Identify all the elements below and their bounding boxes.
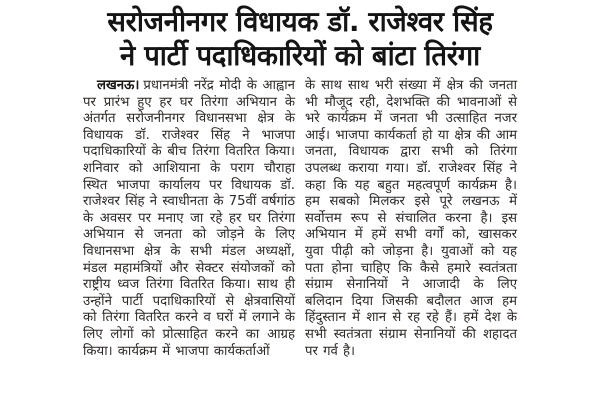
dateline: लखनऊ। — [97, 78, 140, 93]
article-body — [83, 78, 517, 360]
left-column-text: प्रधानमंत्री नरेंद्र मोदी के आह्वान पर प्रारंभ हुए हर घर तिरंगा अभियान के अंतर्गत सरोजनीनगर विधानसभा क्षेत्र के विधायक डॉ. राजेश्वर सिंह ने भाजपा पदाधिकारियों के बीच तिरंगा वितरित किया। शनिवार को आशियाना के पराग चौराहा स्थित भाजपा कार्यालय पर विधायक डॉ. राजेश्वर सिंह ने स्वाधीनता के 75वीं वर्षगांठ के अवसर पर मनाए जा रहे हर घर तिरंगा अभियान से जनता को जोड़ने के लिए विधानसभा क्षेत्र के सभी मंडल अध्यक्षों, मंडल महामंत्रियों और सेक्टर संयोजकों को राष्ट्रीय ध्वज तिरंगा वितरित किया। साथ ही उन्होंने पार्टी पदाधिकारियों से क्षेत्रवासियों को तिरंगा वितरित करने व घरों में लगाने के लिए लोगों को प्रोत्साहित करने का आग्रह किया। कार्यक्रम में भाजपा कार्यकर्ताओं — [83, 78, 295, 359]
left-column — [83, 78, 295, 360]
left-column-paragraph — [83, 78, 295, 360]
headline-line-2: ने पार्टी पदाधिकारियों को बांटा तिरंगा — [120, 39, 480, 72]
right-column-paragraph: के साथ साथ भरी संख्या में क्षेत्र की जनता भी मौजूद रही, देशभक्ति की भावनाओं से भरे कार्यक्रम में जनता भी उत्साहित नजर आई। भाजपा कार्यकर्ता हो या क्षेत्र की आम जनता, विधायक द्वारा सभी को तिरंगा उपलब्ध कराया गया। डॉ. राजेश्वर सिंह ने कहा कि यह बहुत महत्वपूर्ण कार्यक्रम है। हम सबको मिलकर इसे पूरे लखनऊ में सर्वोत्तम रूप से संचालित करना है। इस अभियान में हमें सभी वर्गों को, खासकर युवा पीढ़ी को जोड़ना है। युवाओं को यह पता होना चाहिए कि कैसे हमारे स्वतंत्रता संग्राम सेनानियों ने आजादी के लिए बलिदान दिया जिसकी बदौलत आज हम हिंदुस्तान में शान से रह रहे हैं। हमें देश के सभी स्वतंत्रता संग्राम सेनानियों की शहादत पर गर्व है। — [305, 78, 517, 359]
right-column — [305, 78, 517, 360]
headline-line-1: सरोजनीनगर विधायक डॉ. राजेश्वर सिंह — [107, 5, 493, 38]
article-headline — [65, 5, 535, 73]
